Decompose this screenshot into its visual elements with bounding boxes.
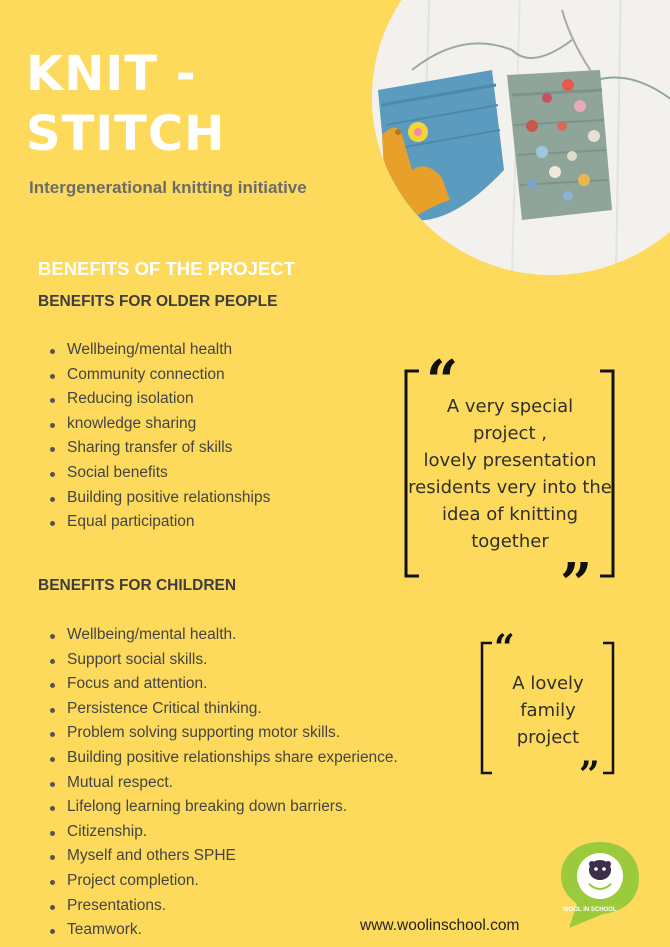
close-quote-icon: ” [560,551,593,617]
quote-line: residents very into the [408,477,612,498]
testimonial-2 [480,670,616,751]
list-item: Wellbeing/mental health. [48,623,398,648]
quote-line: together [471,531,549,552]
list-item: Problem solving supporting motor skills. [48,721,398,746]
list-item: Building positive relationships [48,486,270,511]
list-item: Citizenship. [48,820,398,845]
list-item: Wellbeing/mental health [48,338,270,363]
children-heading: BENEFITS FOR CHILDREN [38,577,237,594]
older-people-list [48,338,270,535]
list-item: Sharing transfer of skills [48,436,270,461]
open-quote-icon: “ [426,348,459,414]
children-list [48,623,398,943]
list-item: knowledge sharing [48,412,270,437]
list-item: Myself and others SPHE [48,844,398,869]
list-item: Social benefits [48,461,270,486]
list-item: Persistence Critical thinking. [48,697,398,722]
quote-line: idea of knitting [441,504,579,525]
wool-in-school-logo [559,838,641,930]
list-item: Community connection [48,363,270,388]
testimonial-1 [407,393,613,555]
list-item: Mutual respect. [48,771,398,796]
list-item: Building positive relationships share experience. [48,746,398,771]
list-item: Equal participation [48,510,270,535]
list-item: Presentations. [48,894,398,919]
quote-line: lovely presentation [423,450,597,471]
close-quote-icon: ” [579,754,600,796]
quote-line: project [516,727,580,748]
older-people-heading: BENEFITS FOR OLDER PEOPLE [38,293,278,310]
logo-text: WOOL IN SCHOOL [563,907,617,913]
title-line-1: KNIT - [26,46,197,102]
list-item: Reducing isolation [48,387,270,412]
list-item: Support social skills. [48,648,398,673]
list-item: Focus and attention. [48,672,398,697]
open-quote-icon: “ [494,627,515,669]
section-title: BENEFITS OF THE PROJECT [38,258,295,279]
list-item: Project completion. [48,869,398,894]
knitted-pouches-photo [372,0,670,275]
page-subtitle: Intergenerational knitting initiative [29,178,307,197]
list-item: Teamwork. [48,918,398,943]
quote-line: project , [473,423,547,444]
quote-line: family [520,700,576,721]
title-line-2: STITCH [26,106,226,162]
list-item: Lifelong learning breaking down barriers. [48,795,398,820]
page-title [26,44,225,164]
quote-line: A very special [446,396,574,417]
website-link[interactable]: www.woolinschool.com [360,917,520,934]
quote-line: A lovely [512,673,584,694]
